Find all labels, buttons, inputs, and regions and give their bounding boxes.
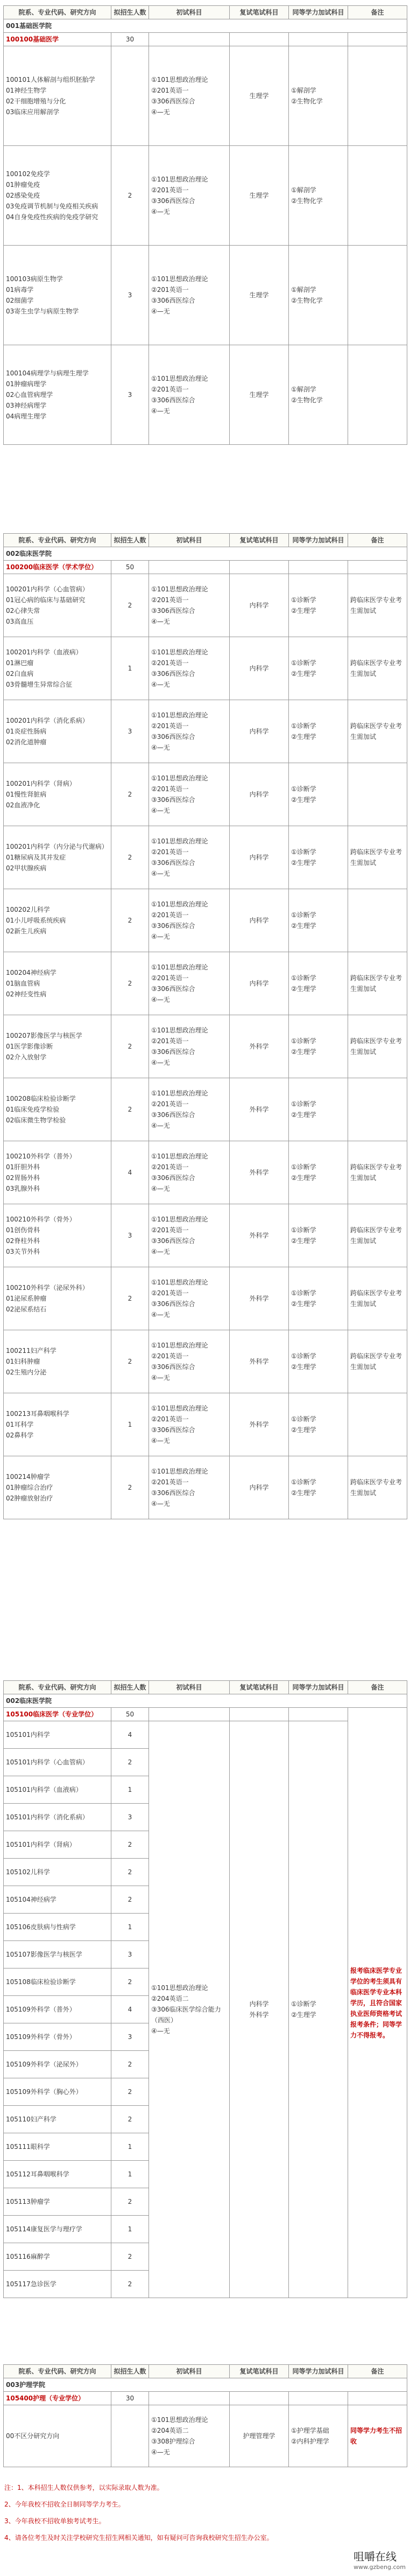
note-cell: 跨临床医学专业考生需加试 — [348, 700, 407, 763]
direction-cell: 105110妇产科学 — [4, 2106, 111, 2133]
note-cell: 跨临床医学专业考生需加试 — [348, 952, 407, 1015]
extra-cell: ①诊断学 ②生理学 — [289, 826, 348, 889]
extra-cell: ①诊断学 ②生理学 — [289, 1267, 348, 1330]
direction-cell: 105109外科学（普外） — [4, 1996, 111, 2023]
table-row — [4, 345, 407, 445]
extra-cell: ①诊断学 ②生理学 — [289, 700, 348, 763]
dept-row — [4, 547, 407, 561]
note-cell — [348, 763, 407, 826]
retest-cell: 外科学 — [230, 1330, 289, 1393]
exam-cell: ①101思想政治理论 ②201英语一 ③306西医综合 ④—无 — [149, 1078, 230, 1141]
extra-cell: ①诊断学 ②生理学 — [289, 637, 348, 700]
direction-cell: 105109外科学（胸心外） — [4, 2078, 111, 2106]
table-row — [4, 889, 407, 952]
exam-cell: ①101思想政治理论 ②201英语一 ③306西医综合 ④—无 — [149, 952, 230, 1015]
major-row — [4, 561, 407, 574]
direction-cell: 105107影像医学与核医学 — [4, 1941, 111, 1968]
extra-cell: ①诊断学 ②生理学 — [289, 1330, 348, 1393]
major-count: 30 — [111, 33, 149, 46]
header-cell-3: 初试科目 — [149, 534, 230, 547]
table-row — [4, 1721, 407, 1749]
table-row — [4, 637, 407, 700]
table-row — [4, 952, 407, 1015]
exam-cell: ①101思想政治理论 ②201英语一 ③306西医综合 ④—无 — [149, 574, 230, 637]
count-cell: 2 — [111, 2271, 149, 2298]
extra-cell: ①诊断学 ②生理学 — [289, 763, 348, 826]
header-cell-1: 院系、专业代码、研究方向 — [4, 2365, 111, 2378]
table-row — [4, 1015, 407, 1078]
retest-cell: 内科学 — [230, 889, 289, 952]
extra-cell: ①诊断学 ②生理学 — [289, 1721, 348, 2298]
major-empty-0 — [149, 33, 230, 46]
note-cell: 跨临床医学专业考生需加试 — [348, 1456, 407, 1519]
retest-cell: 外科学 — [230, 1393, 289, 1456]
table-row — [4, 826, 407, 889]
header-cell-6: 备注 — [348, 534, 407, 547]
count-cell: 3 — [111, 1204, 149, 1267]
retest-cell: 内科学 — [230, 763, 289, 826]
watermark-logo — [354, 2548, 406, 2571]
count-cell: 2 — [111, 1078, 149, 1141]
header-cell-4: 复试笔试科目 — [230, 1681, 289, 1694]
table-3 — [3, 1680, 407, 2298]
direction-cell: 100201内科学（消化系病） 01炎症性肠病 02消化道肿瘤 — [4, 700, 111, 763]
direction-cell: 100207影像医学与核医学 01医学影像诊断 02介入放射学 — [4, 1015, 111, 1078]
major-empty-2 — [289, 561, 348, 574]
header-row — [4, 1681, 407, 1694]
direction-cell: 100104病理学与病理生理学 01肿瘤病理学 02心血管病理学 03神经病理学 04病理生理学 — [4, 345, 111, 445]
direction-cell: 105101内科学（心血管病） — [4, 1749, 111, 1776]
direction-cell: 105116麻醉学 — [4, 2243, 111, 2271]
extra-cell: ①诊断学 ②生理学 — [289, 1393, 348, 1456]
note-cell: 跨临床医学专业考生需加试 — [348, 1204, 407, 1267]
direction-cell: 105117急诊医学 — [4, 2271, 111, 2298]
count-cell: 2 — [111, 2106, 149, 2133]
table-row — [4, 1078, 407, 1141]
extra-cell: ①诊断学 ②生理学 — [289, 574, 348, 637]
count-cell: 4 — [111, 1141, 149, 1204]
header-cell-5: 同等学力加试科目 — [289, 1681, 348, 1694]
extra-cell: ①解剖学 ②生物化学 — [289, 246, 348, 345]
table-row — [4, 2405, 407, 2467]
count-cell: 1 — [111, 1776, 149, 1804]
count-cell: 4 — [111, 1721, 149, 1749]
header-row — [4, 6, 407, 19]
header-cell-5: 同等学力加试科目 — [289, 6, 348, 19]
extra-cell: ①解剖学 ②生物化学 — [289, 46, 348, 146]
count-cell: 3 — [111, 700, 149, 763]
note-cell — [348, 46, 407, 146]
dept-row — [4, 19, 407, 33]
count-cell: 1 — [111, 637, 149, 700]
table-row — [4, 46, 407, 146]
exam-cell: ①101思想政治理论 ②201英语一 ③306西医综合 ④—无 — [149, 763, 230, 826]
count-cell: 1 — [111, 1393, 149, 1456]
header-cell-2: 拟招生人数 — [111, 534, 149, 547]
header-cell-1: 院系、专业代码、研究方向 — [4, 1681, 111, 1694]
table-row — [4, 1393, 407, 1456]
note-cell: 跨临床医学专业考生需加试 — [348, 637, 407, 700]
major-empty-2 — [289, 1708, 348, 1721]
table-row — [4, 1330, 407, 1393]
retest-cell: 外科学 — [230, 1015, 289, 1078]
header-cell-6: 备注 — [348, 6, 407, 19]
count-cell: 2 — [111, 889, 149, 952]
retest-cell: 外科学 — [230, 1204, 289, 1267]
exam-cell: ①101思想政治理论 ②201英语一 ③306西医综合 ④—无 — [149, 700, 230, 763]
direction-cell: 105101内科学（血液病） — [4, 1776, 111, 1804]
count-cell: 2 — [111, 1456, 149, 1519]
count-cell: 2 — [111, 2243, 149, 2271]
exam-cell: ①101思想政治理论 ②201英语一 ③306西医综合 ④—无 — [149, 345, 230, 445]
exam-cell: ①101思想政治理论 ②201英语一 ③306西医综合 ④—无 — [149, 1393, 230, 1456]
retest-cell: 外科学 — [230, 1267, 289, 1330]
note-cell: 跨临床医学专业考生需加试 — [348, 574, 407, 637]
table-row — [4, 1456, 407, 1519]
extra-cell: ①护理学基础 ②内科护理学 — [289, 2405, 348, 2467]
count-cell: 2 — [111, 1831, 149, 1859]
major-count: 50 — [111, 561, 149, 574]
exam-cell: ①101思想政治理论 ②201英语一 ③306西医综合 ④—无 — [149, 146, 230, 246]
table-4 — [3, 2364, 407, 2467]
count-cell: 1 — [111, 2133, 149, 2161]
table-row — [4, 246, 407, 345]
watermark-main: 咀嚼在线 — [354, 2550, 397, 2563]
header-cell-4: 复试笔试科目 — [230, 534, 289, 547]
dept-row — [4, 2378, 407, 2392]
dept-cell: 002临床医学院 — [4, 547, 407, 561]
header-row — [4, 534, 407, 547]
exam-cell: ①101思想政治理论 ②201英语一 ③306西医综合 ④—无 — [149, 1330, 230, 1393]
direction-cell: 100214肿瘤学 01肿瘤综合治疗 02肿瘤放射治疗 — [4, 1456, 111, 1519]
major-empty-3 — [348, 2392, 407, 2405]
count-cell: 2 — [111, 1330, 149, 1393]
direction-cell: 100201内科学（内分泌与代谢病） 01糖尿病及其并发症 02甲状腺疾病 — [4, 826, 111, 889]
direction-cell: 100210外科学（骨外） 01创伤骨科 02脊柱外科 03关节外科 — [4, 1204, 111, 1267]
major-cell: 100100基础医学 — [4, 33, 111, 46]
header-row — [4, 2365, 407, 2378]
extra-cell: ①解剖学 ②生物化学 — [289, 345, 348, 445]
direction-cell: 100201内科学（心血管病） 01冠心病的临床与基础研究 02心律失常 03高血压 — [4, 574, 111, 637]
direction-cell: 105109外科学（泌尿外） — [4, 2051, 111, 2078]
direction-cell: 105106皮肤病与性病学 — [4, 1914, 111, 1941]
exam-cell: ①101思想政治理论 ②204英语二 ③306临床医学综合能力（西医） ④—无 — [149, 1721, 230, 2298]
retest-cell: 内科学 外科学 — [230, 1721, 289, 2298]
major-empty-0 — [149, 2392, 230, 2405]
extra-cell: ①解剖学 ②生物化学 — [289, 146, 348, 246]
header-cell-4: 复试笔试科目 — [230, 2365, 289, 2378]
direction-cell: 105101内科学（消化系病） — [4, 1804, 111, 1831]
direction-cell: 105108临床检验诊断学 — [4, 1968, 111, 1996]
direction-cell: 100204神经病学 01脑血管病 02神经变性病 — [4, 952, 111, 1015]
note-cell — [348, 1393, 407, 1456]
count-cell: 2 — [111, 952, 149, 1015]
count-cell: 2 — [111, 574, 149, 637]
footnote-line: 4、请各位考生及时关注学校研究生招生网相关通知，如有疑问可咨询我校研究生招生办公室。 — [4, 2534, 273, 2542]
exam-cell: ①101思想政治理论 ②201英语一 ③306西医综合 ④—无 — [149, 1456, 230, 1519]
retest-cell: 生理学 — [230, 146, 289, 246]
exam-cell: ①101思想政治理论 ②201英语一 ③306西医综合 ④—无 — [149, 826, 230, 889]
extra-cell: ①诊断学 ②生理学 — [289, 1204, 348, 1267]
major-cell: 105100临床医学（专业学位） — [4, 1708, 111, 1721]
note-cell — [348, 889, 407, 952]
header-cell-3: 初试科目 — [149, 1681, 230, 1694]
extra-cell: ①诊断学 ②生理学 — [289, 1141, 348, 1204]
header-cell-6: 备注 — [348, 2365, 407, 2378]
major-empty-1 — [230, 33, 289, 46]
header-cell-3: 初试科目 — [149, 2365, 230, 2378]
count-cell: 1 — [111, 1914, 149, 1941]
extra-cell: ①诊断学 ②生理学 — [289, 1015, 348, 1078]
direction-cell: 100102免疫学 01肿瘤免疫 02感染免疫 03免疫调节机制与免疫相关疾病 04自身免疫性疾病的免疫学研究 — [4, 146, 111, 246]
direction-cell: 100202儿科学 01小儿呼吸系统疾病 02新生儿疾病 — [4, 889, 111, 952]
major-empty-3 — [348, 33, 407, 46]
exam-cell: ①101思想政治理论 ②201英语一 ③306西医综合 ④—无 — [149, 1267, 230, 1330]
major-empty-1 — [230, 2392, 289, 2405]
dept-cell: 002临床医学院 — [4, 1694, 407, 1708]
header-cell-2: 拟招生人数 — [111, 1681, 149, 1694]
count-cell: 1 — [111, 2161, 149, 2188]
direction-cell: 105114康复医学与理疗学 — [4, 2216, 111, 2243]
count-cell — [111, 46, 149, 146]
count-cell: 2 — [111, 1749, 149, 1776]
count-cell: 3 — [111, 1804, 149, 1831]
note-cell: 跨临床医学专业考生需加试 — [348, 1141, 407, 1204]
retest-cell: 内科学 — [230, 826, 289, 889]
count-cell: 2 — [111, 1015, 149, 1078]
note-cell — [348, 1078, 407, 1141]
note-cell: 跨临床医学专业考生需加试 — [348, 826, 407, 889]
note-cell: 跨临床医学专业考生需加试 — [348, 1267, 407, 1330]
header-cell-4: 复试笔试科目 — [230, 6, 289, 19]
header-cell-6: 备注 — [348, 1681, 407, 1694]
direction-cell: 00不区分研究方向 — [4, 2405, 111, 2467]
header-cell-2: 拟招生人数 — [111, 2365, 149, 2378]
major-empty-3 — [348, 561, 407, 574]
retest-cell: 生理学 — [230, 46, 289, 146]
exam-cell: ①101思想政治理论 ②201英语一 ③306西医综合 ④—无 — [149, 1141, 230, 1204]
count-cell: 3 — [111, 246, 149, 345]
direction-cell: 100210外科学（泌尿外科） 01泌尿系肿瘤 02泌尿系结石 — [4, 1267, 111, 1330]
header-cell-3: 初试科目 — [149, 6, 230, 19]
major-row — [4, 2392, 407, 2405]
count-cell: 1 — [111, 2216, 149, 2243]
direction-cell: 105113肿瘤学 — [4, 2188, 111, 2216]
direction-cell: 100208临床检验诊断学 01临床免疫学检验 02临床微生物学检验 — [4, 1078, 111, 1141]
count-cell — [111, 2405, 149, 2467]
count-cell: 2 — [111, 146, 149, 246]
major-empty-0 — [149, 561, 230, 574]
exam-cell: ①101思想政治理论 ②201英语一 ③306西医综合 ④—无 — [149, 637, 230, 700]
major-cell: 105400护理（专业学位） — [4, 2392, 111, 2405]
note-cell: 跨临床医学专业考生需加试 — [348, 1330, 407, 1393]
major-empty-2 — [289, 33, 348, 46]
count-cell: 2 — [111, 1267, 149, 1330]
table-row — [4, 700, 407, 763]
note-cell — [348, 345, 407, 445]
note-cell: 跨临床医学专业考生需加试 — [348, 1015, 407, 1078]
direction-cell: 100201内科学（血液病） 01淋巴瘤 02白血病 03骨髓增生异常综合征 — [4, 637, 111, 700]
count-cell: 2 — [111, 2188, 149, 2216]
table-row — [4, 1267, 407, 1330]
retest-cell: 内科学 — [230, 700, 289, 763]
extra-cell: ①诊断学 ②生理学 — [289, 1456, 348, 1519]
major-empty-1 — [230, 561, 289, 574]
count-cell: 3 — [111, 345, 149, 445]
footnote-line: 注：1、本科招生人数仅供参考，以实际录取人数为准。 — [4, 2484, 164, 2491]
footnotes — [4, 2483, 402, 2550]
direction-cell: 100213耳鼻咽喉科学 01耳科学 02鼻科学 — [4, 1393, 111, 1456]
exam-cell: ①101思想政治理论 ②201英语一 ③306西医综合 ④—无 — [149, 1015, 230, 1078]
major-empty-1 — [230, 1708, 289, 1721]
header-cell-1: 院系、专业代码、研究方向 — [4, 6, 111, 19]
header-cell-5: 同等学力加试科目 — [289, 534, 348, 547]
table-row — [4, 1204, 407, 1267]
major-row — [4, 33, 407, 46]
direction-cell: 105109外科学（骨外） — [4, 2023, 111, 2051]
retest-cell: 内科学 — [230, 574, 289, 637]
dept-row — [4, 1694, 407, 1708]
major-empty-2 — [289, 2392, 348, 2405]
header-cell-1: 院系、专业代码、研究方向 — [4, 534, 111, 547]
table-row — [4, 146, 407, 246]
major-empty-0 — [149, 1708, 230, 1721]
direction-cell: 105101内科学（肾病） — [4, 1831, 111, 1859]
exam-cell: ①101思想政治理论 ②201英语一 ③306西医综合 ④—无 — [149, 246, 230, 345]
extra-cell: ①诊断学 ②生理学 — [289, 1078, 348, 1141]
retest-cell: 护理管理学 — [230, 2405, 289, 2467]
major-count: 50 — [111, 1708, 149, 1721]
retest-cell: 内科学 — [230, 1456, 289, 1519]
count-cell: 2 — [111, 826, 149, 889]
note-cell — [348, 246, 407, 345]
footnote-line: 3、今年我校不招收单独考试考生。 — [4, 2517, 105, 2525]
count-cell: 2 — [111, 2051, 149, 2078]
count-cell: 2 — [111, 1968, 149, 1996]
count-cell: 2 — [111, 763, 149, 826]
count-cell: 3 — [111, 2023, 149, 2051]
major-cell: 100200临床医学（学术学位） — [4, 561, 111, 574]
table-row — [4, 574, 407, 637]
note-cell: 同等学力考生不招收 — [348, 2405, 407, 2467]
direction-cell: 100201内科学（肾病） 01慢性肾脏病 02血液净化 — [4, 763, 111, 826]
direction-cell: 100211妇产科学 01妇科肿瘤 02生殖内分泌 — [4, 1330, 111, 1393]
count-cell: 4 — [111, 1996, 149, 2023]
header-cell-2: 拟招生人数 — [111, 6, 149, 19]
major-count: 30 — [111, 2392, 149, 2405]
note-cell — [348, 146, 407, 246]
footnote-line: 2、今年我校不招收全日制同等学力考生。 — [4, 2501, 125, 2508]
extra-cell: ①诊断学 ②生理学 — [289, 889, 348, 952]
retest-cell: 内科学 — [230, 637, 289, 700]
count-cell: 2 — [111, 1859, 149, 1886]
dept-cell: 003护理学院 — [4, 2378, 407, 2392]
direction-cell: 100103病原生物学 01病毒学 02细菌学 03寄生虫学与病原生物学 — [4, 246, 111, 345]
table-1 — [3, 5, 407, 445]
retest-cell: 外科学 — [230, 1141, 289, 1204]
header-cell-5: 同等学力加试科目 — [289, 2365, 348, 2378]
extra-cell: ①诊断学 ②生理学 — [289, 952, 348, 1015]
direction-cell: 105104神经病学 — [4, 1886, 111, 1914]
table-row — [4, 763, 407, 826]
table-2 — [3, 533, 407, 1519]
direction-cell: 105101内科学 — [4, 1721, 111, 1749]
direction-cell: 105111眼科学 — [4, 2133, 111, 2161]
direction-cell: 100210外科学（普外） 01肝胆外科 02胃肠外科 03乳腺外科 — [4, 1141, 111, 1204]
exam-cell: ①101思想政治理论 ②201英语一 ③306西医综合 ④—无 — [149, 1204, 230, 1267]
retest-cell: 生理学 — [230, 246, 289, 345]
count-cell: 2 — [111, 2078, 149, 2106]
retest-cell: 外科学 — [230, 1078, 289, 1141]
watermark-sub: www.gzbeng.com — [354, 2564, 406, 2571]
retest-cell: 生理学 — [230, 345, 289, 445]
exam-cell: ①101思想政治理论 ②201英语一 ③306西医综合 ④—无 — [149, 46, 230, 146]
count-cell: 3 — [111, 1941, 149, 1968]
direction-cell: 100101人体解剖与组织胚胎学 01神经生物学 02干细胞增殖与分化 03临床应用解剖学 — [4, 46, 111, 146]
direction-cell: 105112耳鼻咽喉科学 — [4, 2161, 111, 2188]
count-cell: 2 — [111, 1886, 149, 1914]
note-cell: 报考临床医学专业学位的考生须具有临床医学专业本科学历，且符合国家执业医师资格考试报考条件；同等学力不得报考。 — [348, 1708, 407, 2298]
dept-cell: 001基础医学院 — [4, 19, 407, 33]
major-row — [4, 1708, 407, 1721]
table-row — [4, 1141, 407, 1204]
retest-cell: 内科学 — [230, 952, 289, 1015]
exam-cell: ①101思想政治理论 ②204英语二 ③308护理综合 ④—无 — [149, 2405, 230, 2467]
direction-cell: 105102儿科学 — [4, 1859, 111, 1886]
exam-cell: ①101思想政治理论 ②201英语一 ③306西医综合 ④—无 — [149, 889, 230, 952]
